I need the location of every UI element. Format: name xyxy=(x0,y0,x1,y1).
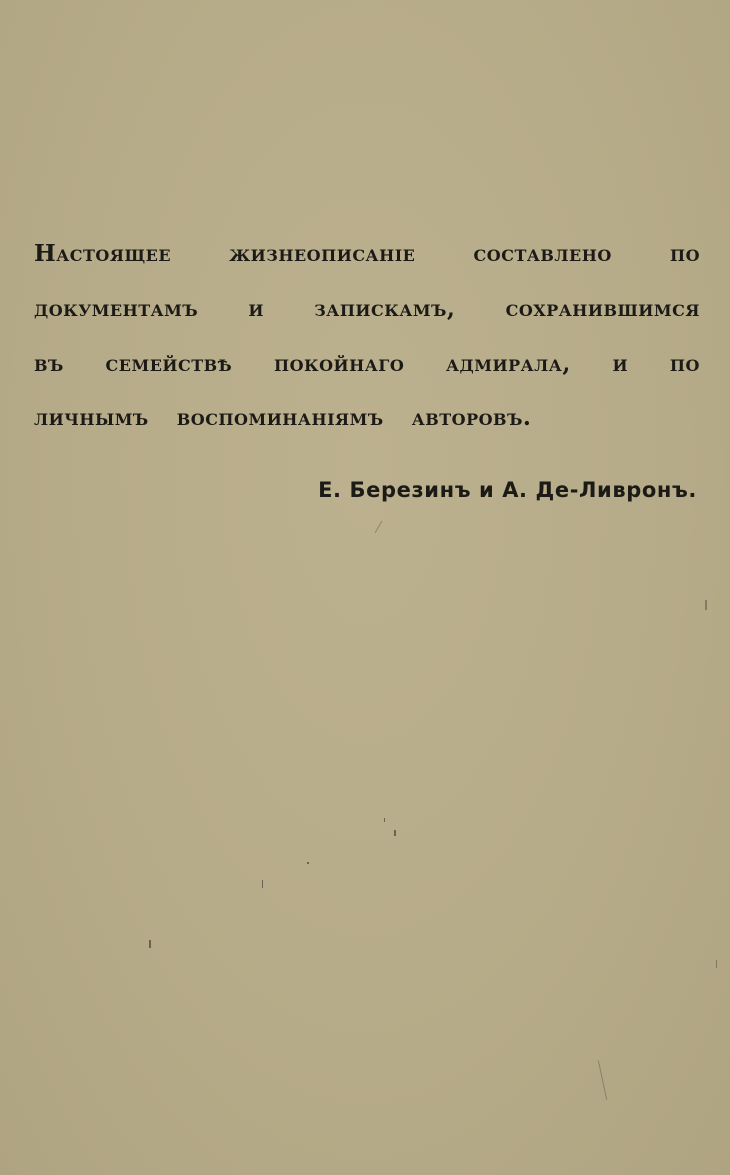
paragraph-line-3 xyxy=(34,350,700,390)
paragraph-line-4 xyxy=(34,404,700,444)
paper-speck xyxy=(149,940,151,948)
word: воспоминаніямъ xyxy=(176,404,384,431)
authors-signature: Е. Березинъ и А. Де-Ливронъ. xyxy=(318,478,697,502)
paragraph-line-1 xyxy=(34,240,700,280)
word: запискамъ, xyxy=(314,295,456,322)
paper-speck xyxy=(307,862,309,864)
word: авторовъ. xyxy=(411,404,532,431)
word: по xyxy=(669,350,700,377)
word: жизнеописаніе xyxy=(229,240,416,267)
paper-speck xyxy=(716,960,717,968)
paper-speck xyxy=(375,521,383,534)
word: и xyxy=(248,295,265,322)
word: сохранившимся xyxy=(505,295,700,322)
paper-speck xyxy=(705,600,707,610)
word: въ xyxy=(34,350,64,377)
word: покойнаго xyxy=(273,350,405,377)
paragraph-line-2 xyxy=(34,295,700,335)
word: личнымъ xyxy=(34,404,149,431)
word: адмирала, xyxy=(445,350,571,377)
word: Настоящее xyxy=(34,240,172,267)
word: документамъ xyxy=(34,295,199,322)
paper-speck xyxy=(598,1060,607,1099)
word: семействѣ xyxy=(105,350,233,377)
word: и xyxy=(612,350,629,377)
paper-speck xyxy=(262,880,263,888)
paper-speck xyxy=(394,830,396,836)
word: по xyxy=(669,240,700,267)
word: составлено xyxy=(473,240,612,267)
paper-speck xyxy=(384,818,385,822)
